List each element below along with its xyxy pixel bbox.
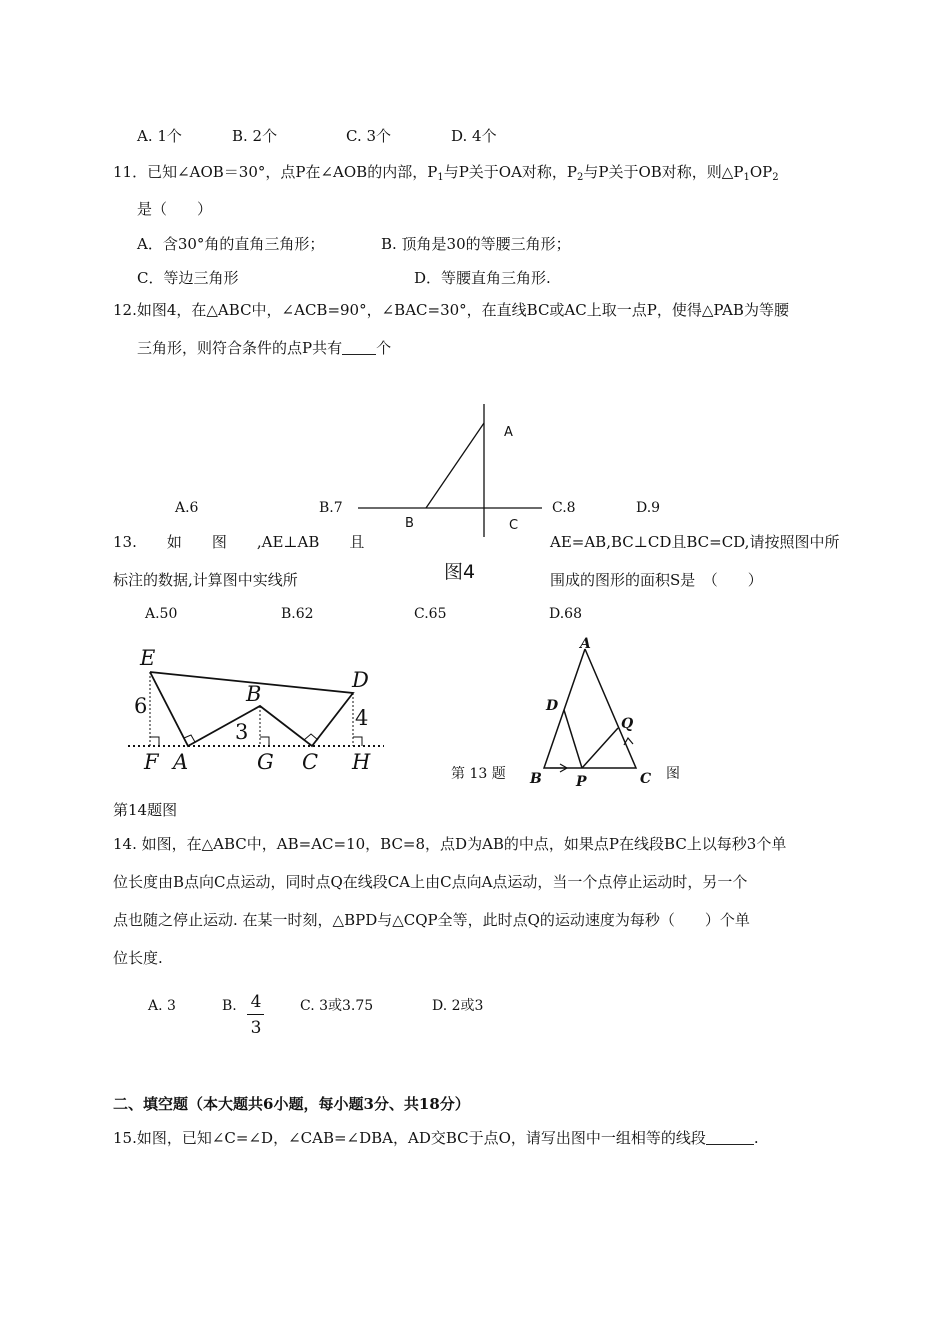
q14-option-b-fraction-bar [247, 1014, 264, 1015]
fig13-label-d: D [546, 698, 559, 714]
fig13-label-c: C [640, 771, 652, 787]
fig14-label-e: E [140, 646, 156, 670]
fig4-label-a: A [504, 425, 513, 440]
fig13-caption-right: 图 [666, 766, 680, 782]
q13-stem-left: 13. 如 图 ,AE⊥AB 且 [113, 533, 365, 551]
fig14-num-6: 6 [134, 694, 148, 718]
q11-option-a: A．含30°角的直角三角形； [137, 235, 325, 253]
q12-stem-line2: 三角形，则符合条件的点P共有 个 [137, 339, 392, 357]
fig4-label-b: B [405, 516, 414, 531]
q14-option-b-prefix: B. [222, 998, 237, 1014]
q11-option-d: D．等腰直角三角形. [414, 269, 551, 287]
q14-stem-line2: 位长度由B点向C点运动，同时点Q在线段CA上由C点向A点运动，当一个点停止运动时，另一个 [113, 873, 748, 891]
q10-option-a: A. 1个 [137, 127, 182, 145]
q14-option-b-numerator: 4 [250, 992, 262, 1012]
fig14-label-g: G [257, 750, 274, 774]
q14-stem-line3: 点也随之停止运动. 在某一时刻，△BPD与△CQP全等，此时点Q的运动速度为每秒（ ）个单 [113, 911, 750, 929]
q13-stem-right: AE=AB,BC⊥CD且BC=CD,请按照图中所 [550, 533, 840, 551]
q14-stem-line1: 14. 如图，在△ABC中，AB=AC=10，BC=8，点D为AB的中点，如果点P在线段BC上以每秒3个单 [113, 835, 787, 853]
q14-option-a: A. 3 [148, 998, 176, 1014]
q15-stem: 15.如图，已知∠C=∠D，∠CAB=∠DBA，AD交BC于点O，请写出图中一组相等的线段 . [113, 1129, 759, 1147]
fig14-label-h: H [352, 750, 371, 774]
q14-stem-line4: 位长度. [113, 949, 163, 967]
fig14-caption: 第14题图 [113, 801, 178, 819]
q11-stem-line2: 是（ ） [137, 200, 213, 218]
q10-option-b: B. 2个 [232, 127, 278, 145]
fig14-label-d: D [352, 668, 369, 692]
q12-option-c: C.8 [552, 500, 576, 516]
q13-option-b: B.62 [281, 606, 314, 622]
q14-option-c: C. 3或3.75 [300, 998, 374, 1014]
fig14-label-b: B [246, 682, 262, 706]
q11-option-c: C．等边三角形 [137, 269, 239, 287]
fig4-caption: 图4 [444, 561, 476, 583]
fig13-label-q: Q [621, 716, 634, 732]
q14-option-d: D. 2或3 [432, 998, 484, 1014]
q13-stem-line2-left: 标注的数据,计算图中实线所 [113, 571, 298, 589]
fig13-label-b: B [530, 771, 542, 787]
q12-option-b: B.7 [319, 500, 343, 516]
q12-option-d: D.9 [636, 500, 661, 516]
fig4-label-c: C [509, 518, 519, 533]
fig13-pq [582, 728, 618, 768]
fig13-label-p: P [576, 774, 587, 790]
q11-option-b: B. 顶角是30的等腰三角形； [381, 235, 571, 253]
section-2-heading: 二、填空题（本大题共6小题，每小题3分、共18分） [113, 1095, 470, 1113]
fig14-num-4: 4 [355, 706, 369, 730]
q11-stem: 11．已知∠AOB＝30°，点P在∠AOB的内部，$P_1$与P关于OA对称，$P_2$与P关于OB对称，则$\triangle P_1OP_2$ [113, 163, 779, 183]
q14-option-b-denominator: 3 [250, 1018, 262, 1038]
fig13-caption-left: 第 13 题 [451, 766, 506, 782]
q12-option-a: A.6 [175, 500, 199, 516]
q13-stem-line2-right: 围成的图形的面积S是 （ ） [550, 571, 763, 589]
fig13-dp [564, 710, 582, 768]
q10-option-d: D. 4个 [451, 127, 497, 145]
q13-option-a: A.50 [145, 606, 178, 622]
q13-option-d: D.68 [549, 606, 582, 622]
q12-stem: 12.如图4，在△ABC中，∠ACB=90°，∠BAC=30°，在直线BC或AC上取一点P，使得△PAB为等腰 [113, 301, 789, 319]
fig14-label-c: C [302, 750, 319, 774]
fig14-num-3: 3 [235, 720, 249, 744]
fig13-label-a: A [580, 636, 591, 652]
q10-option-c: C. 3个 [346, 127, 392, 145]
q13-option-c: C.65 [414, 606, 447, 622]
fig14-label-a: A [173, 750, 189, 774]
fig14-label-f: F [144, 750, 159, 774]
